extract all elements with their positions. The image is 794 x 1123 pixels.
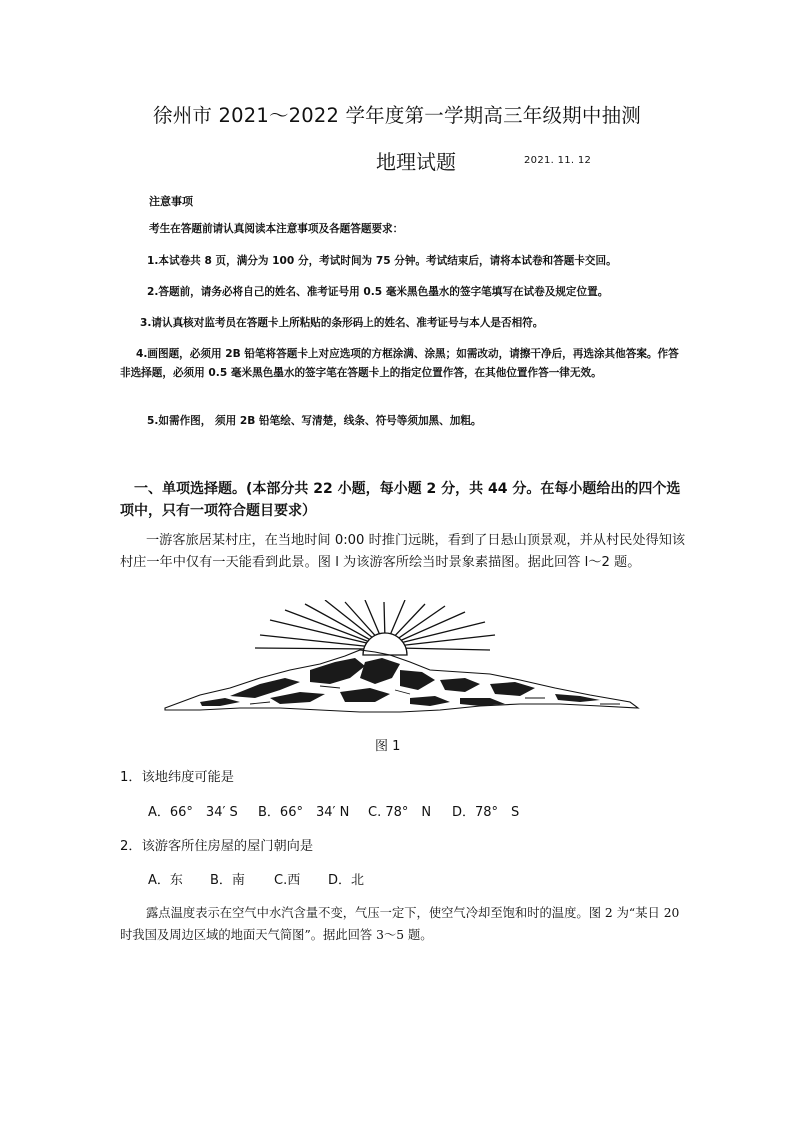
- question-2-options: [148, 869, 364, 888]
- figure-caption: 图 1: [375, 739, 401, 754]
- notes-intro: 考生在答题前请认真阅读本注意事项及各题答题要求：: [149, 223, 404, 235]
- exam-title: 徐州市 2021～2022 学年度第一学期高三年级期中抽测: [153, 104, 641, 127]
- option-c: C.西: [274, 873, 301, 888]
- option-a: A．66° 34′ S: [148, 805, 238, 820]
- exam-date: 2021. 11. 12: [524, 155, 592, 166]
- option-b: B．66° 34′ N: [258, 805, 350, 820]
- mountain-shading: [165, 650, 638, 712]
- question-1-stem: 1．该地纬度可能是: [120, 770, 234, 785]
- exam-subject-title: 地理试题: [376, 150, 456, 174]
- note-item-5: 5.如需作图， 须用 2B 铅笔绘、写清楚，线条、符号等须加黑、加粗。: [147, 415, 482, 427]
- question-intro-paragraph-2: 露点温度表示在空气中水汽含量不变，气压一定下，使空气冷却至饱和时的温度。图 2 为“某日 20 时我国及周边区域的地面天气简图”。据此回答 3～5 题。: [120, 906, 680, 942]
- note-item-1: 1.本试卷共 8 页，满分为 100 分，考试时间为 75 分钟。考试结束后，请将本试卷和答题卡交回。: [147, 255, 617, 267]
- option-a: A．东: [148, 873, 183, 888]
- option-d: D．北: [328, 873, 365, 888]
- question-intro-paragraph: 一游客旅居某村庄，在当地时间 0:00 时推门远眺，看到了日悬山顶景观，并从村民处得知该村庄一年中仅有一天能看到此景。图 l 为该游客所绘当时景象素描图。据此回答 l～2 题。: [120, 533, 686, 570]
- note-item-2: 2.答题前，请务必将自己的姓名、准考证号用 0.5 毫米黑色墨水的签字笔填写在试卷及规定位置。: [147, 286, 609, 298]
- question-2-stem: 2．该游客所住房屋的屋门朝向是: [120, 839, 314, 854]
- option-b: B．南: [210, 873, 245, 888]
- question-1-options: [148, 801, 519, 820]
- sun-over-mountain-sketch: [160, 600, 640, 720]
- section-heading: 一、单项选择题。(本部分共 22 小题，每小题 2 分，共 44 分。在每小题给出的四个选项中，只有一项符合题目要求）: [120, 481, 681, 519]
- option-c: C. 78° N: [368, 805, 432, 820]
- note-item-3: 3.请认真核对监考员在答题卡上所粘贴的条形码上的姓名、准考证号与本人是否相符。: [140, 317, 544, 329]
- note-item-4: 4.画图题，必须用 2B 铅笔将答题卡上对应选项的方框涂满、涂黑；如需改动，请擦干净后，再选涂其他答案。作答非选择题，必须用 0.5 毫米黑色墨水的签字笔在答题卡上的指定位置作答，在其他位置作答一律无效。: [120, 348, 679, 379]
- notes-heading: 注意事项: [149, 195, 193, 208]
- option-d: D．78° S: [452, 805, 520, 820]
